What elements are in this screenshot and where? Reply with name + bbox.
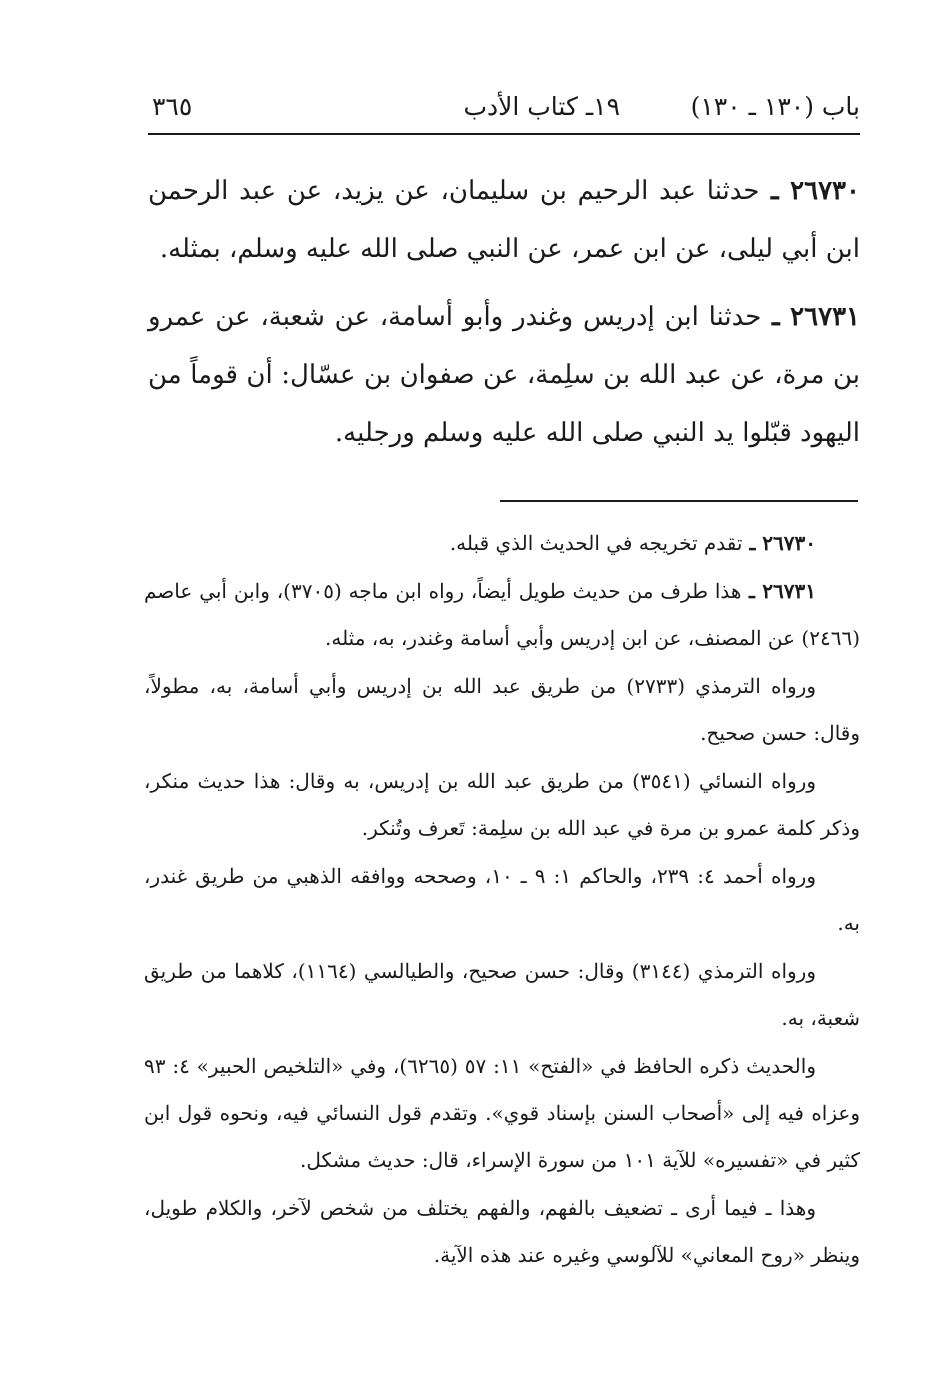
footnote-text: تقدم تخريجه في الحديث الذي قبله. xyxy=(449,531,743,555)
footnote-text: ورواه النسائي (٣٥٤١) من طريق عبد الله بن إدريس، به وقال: هذا حديث منكر، وذكر كلمة عمرو بن مرة في عبد الله بن سلِمة: تَعرف وتُنكر. xyxy=(144,769,860,840)
main-text xyxy=(148,162,860,472)
page-number: ٣٦٥ xyxy=(152,92,193,121)
footnote-text: ورواه الترمذي (٢٧٣٣) من طريق عبد الله بن إدريس وأبي أسامة، به، مطولاً، وقال: حسن صحيح. xyxy=(144,674,860,745)
footnote-paragraph xyxy=(144,948,860,1042)
hadith-text: حدثنا ابن إدريس وغندر وأبو أسامة، عن شعبة، عن عمرو بن مرة، عن عبد الله بن سلِمة، عن صفوان بن عسّال: أن قوماً من اليهود قبّلوا يد النبي صلى الله عليه وسلم ورجليه. xyxy=(148,302,860,448)
hadith-paragraph xyxy=(148,288,860,462)
footnote-paragraph xyxy=(144,1043,860,1184)
hadith-number: ٢٦٧٣٠ xyxy=(790,176,860,206)
footnote-paragraph xyxy=(144,568,860,662)
header-divider xyxy=(148,133,860,135)
footnote-dash: ـ xyxy=(742,531,763,555)
footnote-dash: ـ xyxy=(741,579,763,603)
footnote-paragraph xyxy=(144,758,860,852)
footnote-number: ٢٦٧٣١ xyxy=(762,579,816,603)
book-title: ١٩ـ كتاب الأدب xyxy=(463,92,620,121)
footnote-text: هذا طرف من حديث طويل أيضاً، رواه ابن ماجه (٣٧٠٥)، وابن أبي عاصم (٢٤٦٦) عن المصنف، عن ابن إدريس وأبي أسامة وغندر، به، مثله. xyxy=(144,579,860,650)
footnote-number: ٢٦٧٣٠ xyxy=(762,531,816,555)
footnote-text: ورواه الترمذي (٣١٤٤) وقال: حسن صحيح، والطيالسي (١١٦٤)، كلاهما من طريق شعبة، به. xyxy=(144,959,860,1030)
footnote-text: والحديث ذكره الحافظ في «الفتح» ١١: ٥٧ (٦٢٦٥)، وفي «التلخيص الحبير» ٤: ٩٣ وعزاه فيه إلى «أصحاب السنن بإسناد قوي». وتقدم قول النسائي فيه، ونحوه قول ابن كثير في «تفسيره» للآية ١٠١ من سورة الإسراء، قال: حديث مشكل. xyxy=(144,1054,860,1172)
hadith-dash: ـ xyxy=(761,302,791,332)
footnote-paragraph xyxy=(144,663,860,757)
hadith-dash: ـ xyxy=(759,176,791,206)
footnote-paragraph xyxy=(144,853,860,947)
hadith-number: ٢٦٧٣١ xyxy=(790,302,860,332)
page-header xyxy=(148,88,860,128)
footnote-paragraph xyxy=(144,1185,860,1279)
footnote-paragraph xyxy=(144,520,860,567)
footnote-text: وهذا ـ فيما أرى ـ تضعيف بالفهم، والفهم يختلف من شخص لآخر، والكلام طويل، وينظر «روح المعاني» للآلوسي وغيره عند هذه الآية. xyxy=(144,1196,860,1267)
footnote-divider xyxy=(500,500,858,502)
chapter-heading: باب (١٣٠ ـ ١٣٠) xyxy=(690,92,860,121)
hadith-paragraph xyxy=(148,162,860,278)
footnote-text: ورواه أحمد ٤: ٢٣٩، والحاكم ١: ٩ ـ ١٠، وصححه ووافقه الذهبي من طريق غندر، به. xyxy=(144,864,860,935)
footnotes xyxy=(144,520,860,1280)
hadith-text: حدثنا عبد الرحيم بن سليمان، عن يزيد، عن عبد الرحمن ابن أبي ليلى، عن ابن عمر، عن النبي صلى الله عليه وسلم، بمثله. xyxy=(148,176,860,264)
